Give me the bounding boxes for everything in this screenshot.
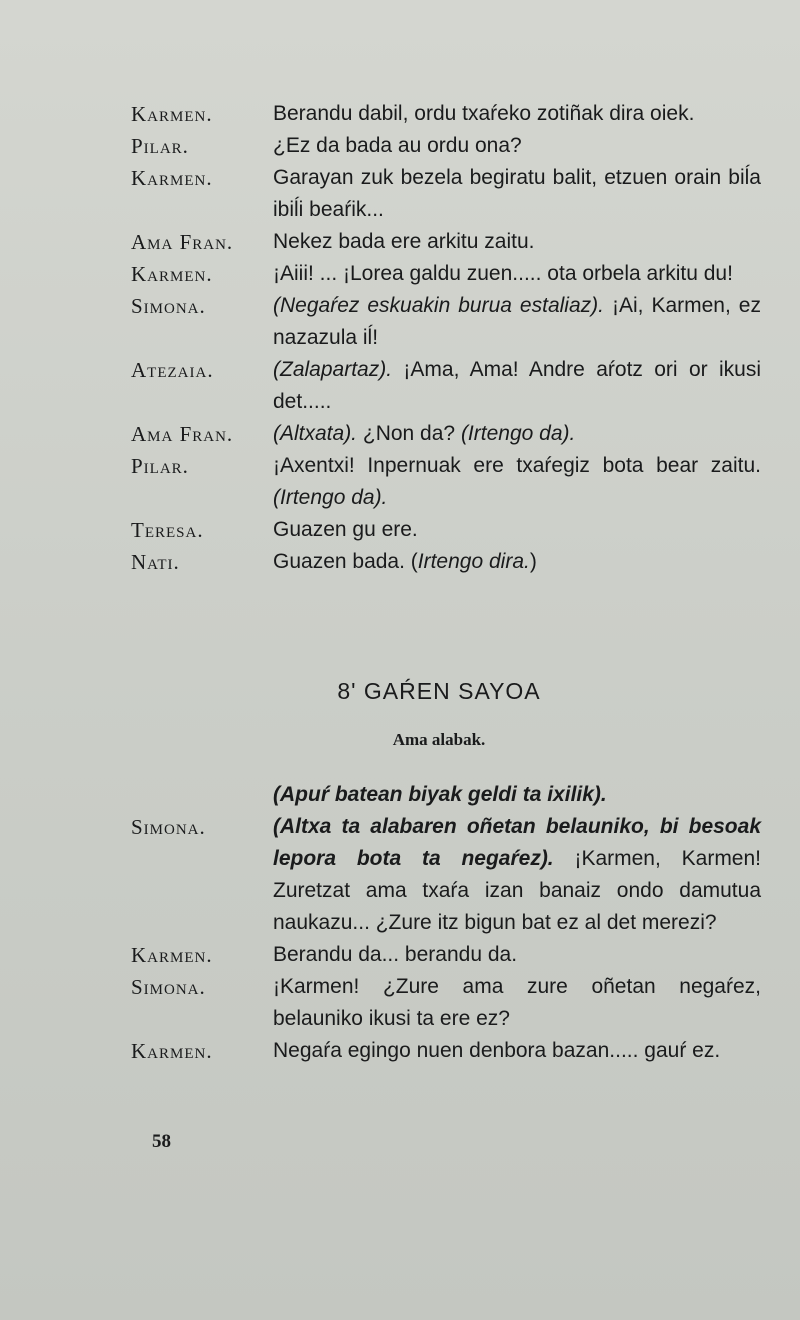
speech-text	[273, 98, 761, 130]
dialogue-line	[131, 450, 761, 514]
speech-fragment: ¡Ai, Karmen, ez nazazula iĺ!	[273, 294, 761, 349]
speaker-name: Karmen.	[131, 1039, 213, 1063]
speaker-name: Nati.	[131, 550, 180, 574]
speech-text	[273, 162, 761, 226]
speech-fragment: Garayan zuk bezela begiratu balit, etzuen orain biĺa ibiĺi beaŕik...	[273, 166, 761, 221]
stage-direction: (Negaŕez eskuakin burua estaliaz).	[273, 294, 604, 317]
page-number: 58	[152, 1131, 171, 1152]
speaker-name: Simona.	[131, 975, 206, 999]
dialogue-line	[131, 1035, 761, 1067]
speaker-name: Ama Fran.	[131, 422, 234, 446]
speech-fragment: ¡Karmen, Karmen! Zuretzat ama txaŕa izan banaiz ondo damutua naukazu... ¿Zure itz bigun bat ez al det merezi?	[273, 847, 761, 934]
stage-direction: (Zalapartaz).	[273, 358, 393, 381]
section-subtitle: Ama alabak.	[392, 730, 486, 749]
dialogue-line	[131, 811, 761, 939]
dialogue-line	[131, 514, 761, 546]
dialogue-line	[131, 130, 761, 162]
speech-fragment: )	[529, 550, 537, 573]
speech-text	[273, 258, 761, 290]
speaker-name: Karmen.	[131, 166, 213, 190]
stage-direction: (Apuŕ batean biyak geldi ta ixilik).	[273, 783, 607, 806]
speech-fragment: Guazen bada. (	[273, 550, 418, 573]
speaker-name: Karmen.	[131, 262, 213, 286]
dialogue-line	[131, 290, 761, 354]
speech-text	[273, 354, 761, 418]
speech-fragment: Berandu dabil, ordu txaŕeko zotiñak dira oiek.	[273, 102, 695, 125]
speech-fragment: ¿Non da?	[357, 422, 461, 445]
speech-text	[273, 971, 761, 1035]
speaker-name: Ama Fran.	[131, 230, 234, 254]
speaker-name: Teresa.	[131, 518, 204, 542]
speech-fragment: ¡Karmen! ¿Zure ama zure oñetan negaŕez, belauniko ikusi ta ere ez?	[273, 975, 761, 1030]
speech-fragment: Nekez bada ere arkitu zaitu.	[273, 230, 535, 253]
speech-text	[273, 514, 761, 546]
dialogue-top	[131, 98, 761, 578]
speech-text	[273, 546, 761, 578]
speaker-name: Simona.	[131, 815, 206, 839]
dialogue-line	[131, 971, 761, 1035]
speaker-name: Atezaia.	[131, 358, 214, 382]
dialogue-line	[131, 258, 761, 290]
stage-direction: (Altxata).	[273, 422, 358, 445]
speaker-name: Simona.	[131, 294, 206, 318]
speech-text	[273, 811, 761, 939]
speech-text	[273, 450, 761, 514]
stage-direction: Irtengo dira.	[417, 550, 530, 573]
dialogue-bottom	[131, 779, 761, 1067]
speech-text	[273, 226, 761, 258]
speech-text	[273, 939, 761, 971]
dialogue-line	[131, 162, 761, 226]
dialogue-line	[131, 779, 761, 811]
speaker-name: Pilar.	[131, 134, 189, 158]
speaker-name: Karmen.	[131, 102, 213, 126]
dialogue-line	[131, 546, 761, 578]
dialogue-line	[131, 226, 761, 258]
speech-fragment: Guazen gu ere.	[273, 518, 418, 541]
speech-fragment: ¡Aiii! ... ¡Lorea galdu zuen..... ota orbela arkitu du!	[273, 262, 733, 285]
dialogue-line	[131, 354, 761, 418]
stage-direction: (Irtengo da).	[273, 486, 388, 509]
section-title: 8' GAŔEN SAYOA	[337, 678, 541, 704]
speech-fragment: Berandu da... berandu da.	[273, 943, 518, 966]
speech-text	[273, 418, 761, 450]
speech-text	[273, 130, 761, 162]
speech-fragment: ¡Ama, Ama! Andre aŕotz ori or ikusi det.....	[273, 358, 761, 413]
speech-fragment: ¿Ez da bada au ordu ona?	[273, 134, 522, 157]
speaker-name: Pilar.	[131, 454, 189, 478]
dialogue-line	[131, 418, 761, 450]
speech-text	[273, 1035, 761, 1067]
speech-fragment: ¡Axentxi! Inpernuak ere txaŕegiz bota bear zaitu.	[273, 454, 761, 477]
dialogue-line	[131, 98, 761, 130]
speech-text	[273, 290, 761, 354]
stage-direction: (Irtengo da).	[460, 422, 576, 445]
stage-direction: (Altxa ta alabaren oñetan belauniko, bi besoak lepora bota ta negaŕez).	[273, 815, 761, 870]
speech-fragment: Negaŕa egingo nuen denbora bazan..... gauŕ ez.	[273, 1039, 721, 1062]
speech-text	[273, 779, 761, 811]
speaker-name: Karmen.	[131, 943, 213, 967]
dialogue-line	[131, 939, 761, 971]
